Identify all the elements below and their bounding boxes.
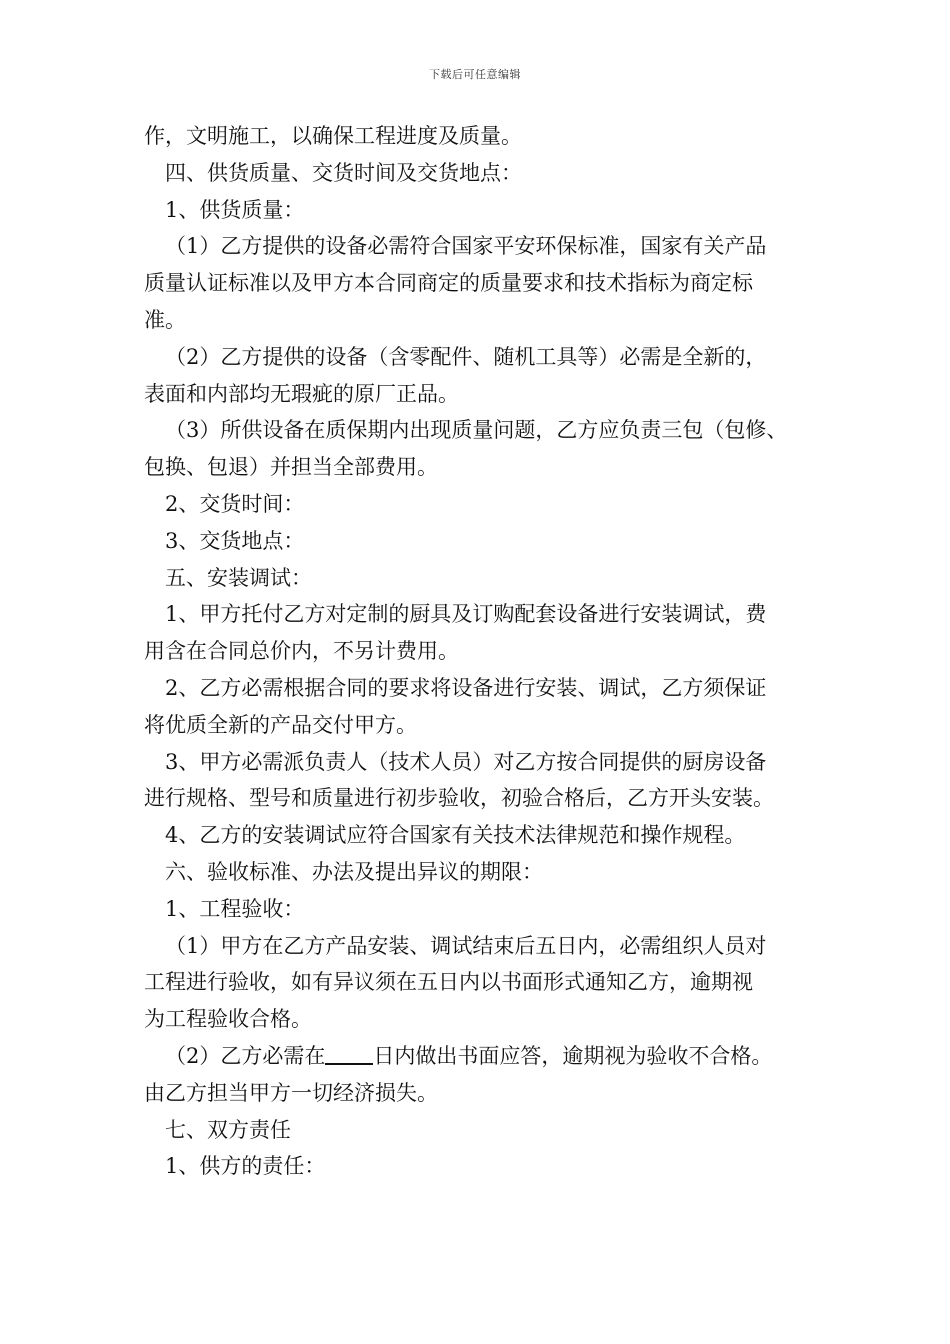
paragraph-line: 2、乙方必需根据合同的要求将设备进行安装、调试，乙方须保证 bbox=[165, 675, 767, 700]
paragraph-line-with-blank bbox=[144, 1038, 816, 1075]
subsection-heading: 1、工程验收： bbox=[165, 896, 305, 921]
section-heading-7: 七、双方责任 bbox=[165, 1117, 291, 1142]
section-heading-5: 五、安装调试： bbox=[165, 565, 312, 590]
paragraph-line: （2）乙方提供的设备（含零配件、随机工具等）必需是全新的， bbox=[165, 344, 767, 369]
paragraph-line: 1、甲方托付乙方对定制的厨具及订购配套设备进行安装调试，费 bbox=[165, 602, 767, 627]
paragraph-line: 作，文明施工，以确保工程进度及质量。 bbox=[144, 124, 522, 148]
line-text-before-blank: （2）乙方必需在 bbox=[165, 1043, 326, 1068]
paragraph-line: 3、甲方必需派负责人（技术人员）对乙方按合同提供的厨房设备 bbox=[165, 749, 767, 774]
line-text-after-blank: 日内做出书面应答，逾期视为验收不合格。 bbox=[373, 1043, 773, 1068]
paragraph-line: （3）所供设备在质保期内出现质量问题，乙方应负责三包（包修、 bbox=[165, 418, 788, 443]
paragraph-line: 包换、包退）并担当全部费用。 bbox=[144, 455, 438, 480]
subsection-heading: 1、供货质量： bbox=[165, 197, 305, 222]
subsection-heading: 3、交货地点： bbox=[165, 528, 305, 553]
paragraph-line: 为工程验收合格。 bbox=[144, 1007, 312, 1032]
paragraph-line: 用含在合同总价内，不另计费用。 bbox=[144, 639, 459, 664]
document-body bbox=[144, 118, 816, 1185]
paragraph-line: 准。 bbox=[144, 307, 186, 332]
paragraph-line: 由乙方担当甲方一切经济损失。 bbox=[144, 1080, 438, 1105]
page-header: 下载后可任意编辑 bbox=[429, 68, 521, 81]
paragraph-line: 工程进行验收，如有异议须在五日内以书面形式通知乙方，逾期视 bbox=[144, 970, 753, 995]
section-heading-6: 六、验收标准、办法及提出异议的期限： bbox=[165, 859, 543, 884]
paragraph-line: 将优质全新的产品交付甲方。 bbox=[144, 712, 417, 737]
subsection-heading: 1、供方的责任： bbox=[165, 1154, 326, 1179]
paragraph-line: （1）甲方在乙方产品安装、调试结束后五日内，必需组织人员对 bbox=[165, 933, 767, 958]
paragraph-line: 4、乙方的安装调试应符合国家有关技术法律规范和操作规程。 bbox=[165, 823, 746, 848]
section-heading-4: 四、供货质量、交货时间及交货地点： bbox=[165, 160, 522, 185]
paragraph-line: （1）乙方提供的设备必需符合国家平安环保标准，国家有关产品 bbox=[165, 234, 767, 259]
fill-in-blank bbox=[325, 1045, 373, 1065]
paragraph-line: 表面和内部均无瑕疵的原厂正品。 bbox=[144, 381, 459, 406]
paragraph-line: 进行规格、型号和质量进行初步验收，初验合格后，乙方开头安装。 bbox=[144, 786, 774, 811]
paragraph-line: 质量认证标准以及甲方本合同商定的质量要求和技术指标为商定标 bbox=[144, 271, 753, 296]
subsection-heading: 2、交货时间： bbox=[165, 491, 305, 516]
